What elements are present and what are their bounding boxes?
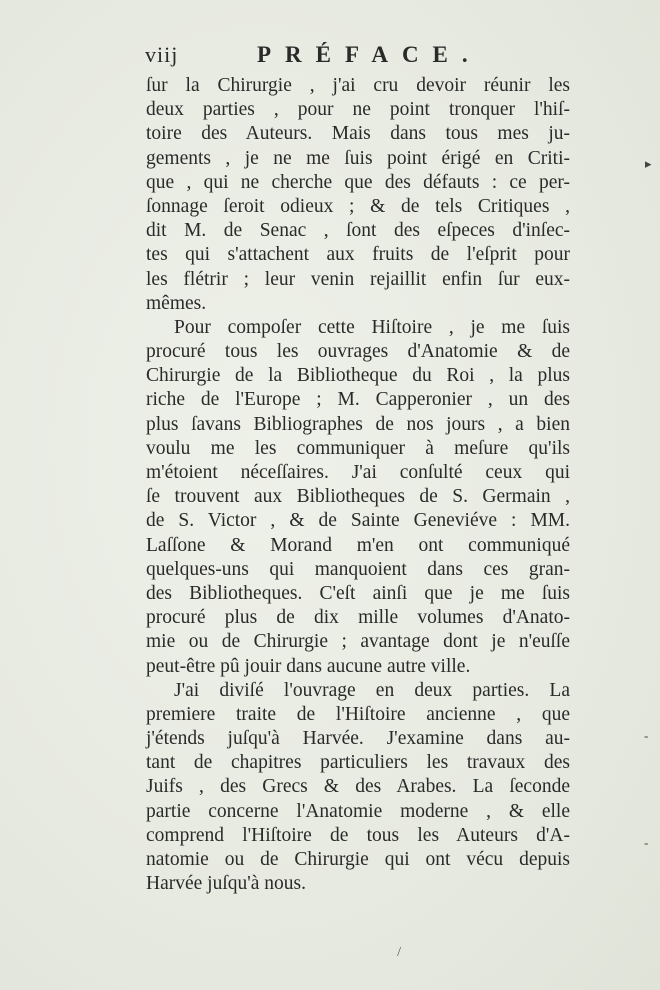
text-line: tant de chapitres particuliers les travaux des [146,752,570,774]
text-line: Juifs , des Grecs & des Arabes. La ſeconde [146,776,570,798]
text-line: que , qui ne cherche que des défauts : ce per- [146,171,570,193]
text-line: natomie ou de Chirurgie qui ont vécu depuis [146,849,570,870]
margin-mark: - [644,835,649,850]
body-text [146,74,570,896]
text-line: des Bibliotheques. C'eſt ainſi que je me ſuis [146,582,570,604]
text-line: m'étoient néceſſaires. J'ai conſulté ceux qui [146,462,570,483]
text-line: les flétrir ; leur venin rejaillit enfin ſur eux- [146,268,570,290]
folio-number: viij [145,42,179,67]
text-line: de S. Victor , & de Sainte Geneviéve : MM. [146,510,570,532]
text-line: riche de l'Europe ; M. Capperonier , un des [146,389,570,411]
text-line: ſur la Chirurgie , j'ai cru devoir réunir les [146,75,570,96]
text-line: premiere traite de l'Hiſtoire ancienne , que [146,703,570,725]
margin-mark: ▸ [645,156,652,171]
text-line: deux parties , pour ne point tronquer l'hiſ- [146,99,570,121]
text-line: comprend l'Hiſtoire de tous les Auteurs d'A- [146,824,570,846]
margin-mark: - [644,728,649,743]
text-line: tes qui s'attachent aux fruits de l'eſprit pour [146,244,570,266]
text-line: plus ſavans Bibliographes de nos jours , a bien [146,413,570,435]
text-line: toire des Auteurs. Mais dans tous mes ju- [146,123,570,145]
text-line: quelques-uns qui manquoient dans ces gran- [146,558,570,580]
text-line: j'étends juſqu'à Harvée. J'examine dans au- [146,728,570,750]
text-line: Harvée juſqu'à nous. [146,873,307,895]
text-line: gements , je ne me ſuis point érigé en Criti- [146,147,570,169]
text-line: J'ai diviſé l'ouvrage en deux parties. La [174,679,570,701]
text-line: mêmes. [146,292,207,314]
ink-mark: / [396,945,402,960]
page-header [145,42,585,72]
text-line: procuré plus de dix mille volumes d'Anato- [146,607,570,629]
text-line: ſonnage ſeroit odieux ; & de tels Critiques , [146,195,570,217]
text-line: Pour compoſer cette Hiſtoire , je me ſuis [174,316,570,338]
text-line: Laſſone & Morand m'en ont communiqué [146,534,570,556]
text-line: procuré tous les ouvrages d'Anatomie & de [146,341,570,363]
text-line: dit M. de Senac , ſont des eſpeces d'inſec- [146,220,570,242]
text-line: ſe trouvent aux Bibliotheques de S. Germain , [146,486,570,508]
text-line: Chirurgie de la Bibliotheque du Roi , la plus [146,365,570,387]
text-line: mie ou de Chirurgie ; avantage dont je n'euſſe [146,631,570,653]
text-line: partie concerne l'Anatomie moderne , & elle [146,800,570,822]
text-line: voulu me les communiquer à meſure qu'ils [146,437,570,459]
running-title: PRÉFACE. [257,42,482,67]
text-line: peut-être pû jouir dans aucune autre ville. [146,655,471,677]
